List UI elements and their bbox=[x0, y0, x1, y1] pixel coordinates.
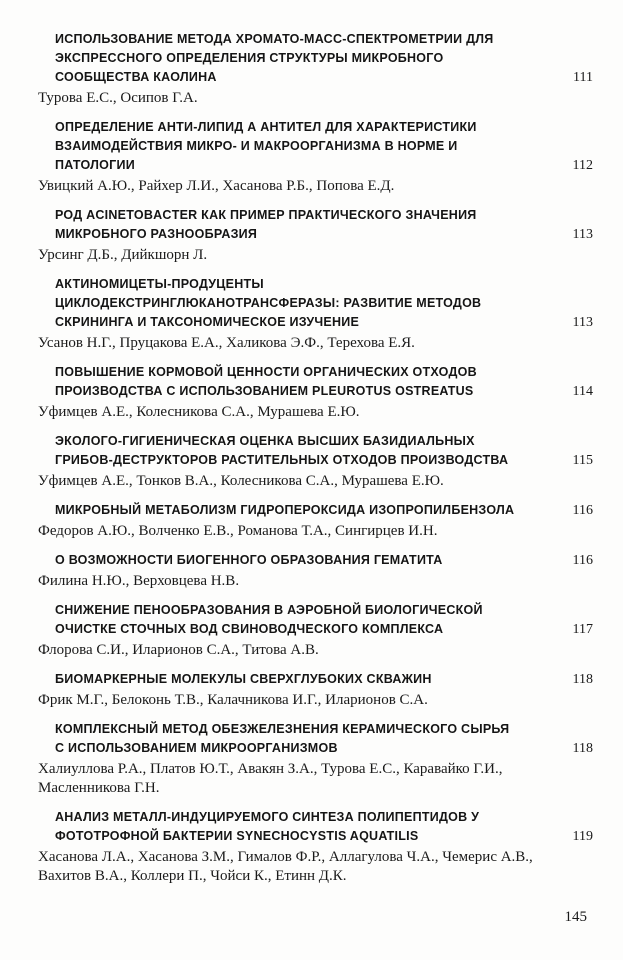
toc-entry bbox=[38, 363, 593, 422]
entry-page-number: 113 bbox=[572, 315, 593, 330]
entry-title: МИКРОБНЫЙ МЕТАБОЛИЗМ ГИДРОПЕРОКСИДА ИЗОПРОПИЛБЕНЗОЛА bbox=[55, 503, 515, 517]
entry-authors: Халиуллова Р.А., Платов Ю.Т., Авакян З.А., Турова Е.С., Каравайко Г.И., Масленникова Г.Н. bbox=[38, 761, 503, 796]
entry-head bbox=[38, 601, 593, 639]
entry-head bbox=[38, 501, 593, 520]
toc-entry bbox=[38, 501, 593, 541]
entry-authors: Хасанова Л.А., Хасанова З.М., Гималов Ф.Р., Аллагулова Ч.А., Чемерис А.В., Вахитов В.А., Коллери П., Чойси К., Етинн Д.К. bbox=[38, 849, 533, 884]
entry-title: РОД ACINETOBACTER КАК ПРИМЕР ПРАКТИЧЕСКОГО ЗНАЧЕНИЯ МИКРОБНОГО РАЗНООБРАЗИЯ bbox=[55, 208, 477, 241]
entry-authors: Федоров А.Ю., Волченко Е.В., Романова Т.А., Сингирцев И.Н. bbox=[38, 523, 438, 539]
entry-authors: Увицкий А.Ю., Райхер Л.И., Хасанова Р.Б., Попова Е.Д. bbox=[38, 178, 395, 194]
entry-page-number: 111 bbox=[573, 70, 593, 85]
entry-page-number: 117 bbox=[572, 622, 593, 637]
entry-title: СНИЖЕНИЕ ПЕНООБРАЗОВАНИЯ В АЭРОБНОЙ БИОЛОГИЧЕСКОЙ ОЧИСТКЕ СТОЧНЫХ ВОД СВИНОВОДЧЕСКОГО КОМПЛЕКСА bbox=[55, 603, 483, 636]
entry-page-number: 115 bbox=[572, 453, 593, 468]
entry-page-number: 119 bbox=[572, 829, 593, 844]
entry-title: АКТИНОМИЦЕТЫ-ПРОДУЦЕНТЫ ЦИКЛОДЕКСТРИНГЛЮКАНОТРАНСФЕРАЗЫ: РАЗВИТИЕ МЕТОДОВ СКРИНИНГА И ТАКСОНОМИЧЕСКОЕ ИЗУЧЕНИЕ bbox=[55, 277, 482, 329]
toc-entry bbox=[38, 670, 593, 710]
entry-title: БИОМАРКЕРНЫЕ МОЛЕКУЛЫ СВЕРХГЛУБОКИХ СКВАЖИН bbox=[55, 672, 432, 686]
entry-title: ПОВЫШЕНИЕ КОРМОВОЙ ЦЕННОСТИ ОРГАНИЧЕСКИХ ОТХОДОВ ПРОИЗВОДСТВА С ИСПОЛЬЗОВАНИЕМ PLEUROTUS OSTREATUS bbox=[55, 365, 477, 398]
entry-page-number: 118 bbox=[572, 741, 593, 756]
toc-entry bbox=[38, 551, 593, 591]
entry-head bbox=[38, 670, 593, 689]
toc-entry bbox=[38, 206, 593, 265]
toc-entry bbox=[38, 118, 593, 196]
entry-head bbox=[38, 720, 593, 758]
toc-entry bbox=[38, 432, 593, 491]
entry-authors: Урсинг Д.Б., Дийкшорн Л. bbox=[38, 247, 208, 263]
entry-head bbox=[38, 551, 593, 570]
entry-page-number: 118 bbox=[572, 672, 593, 687]
entry-head bbox=[38, 275, 593, 332]
entry-authors: Флорова С.И., Иларионов С.А., Титова А.В. bbox=[38, 642, 319, 658]
entry-title: О ВОЗМОЖНОСТИ БИОГЕННОГО ОБРАЗОВАНИЯ ГЕМАТИТА bbox=[55, 553, 443, 567]
entry-page-number: 114 bbox=[572, 384, 593, 399]
entry-authors: Уфимцев А.Е., Тонков В.А., Колесникова С.А., Мурашева Е.Ю. bbox=[38, 473, 444, 489]
entry-authors: Фрик М.Г., Белоконь Т.В., Калачникова И.Г., Иларионов С.А. bbox=[38, 692, 428, 708]
toc-entry bbox=[38, 275, 593, 353]
toc-entry bbox=[38, 720, 593, 798]
entry-authors: Филина Н.Ю., Верховцева Н.В. bbox=[38, 573, 240, 589]
entry-head bbox=[38, 363, 593, 401]
entry-authors: Усанов Н.Г., Пруцакова Е.А., Халикова Э.Ф., Терехова Е.Я. bbox=[38, 335, 415, 351]
entry-title: ЭКОЛОГО-ГИГИЕНИЧЕСКАЯ ОЦЕНКА ВЫСШИХ БАЗИДИАЛЬНЫХ ГРИБОВ-ДЕСТРУКТОРОВ РАСТИТЕЛЬНЫХ ОТХОДОВ ПРОИЗВОДСТВА bbox=[55, 434, 509, 467]
entry-head bbox=[38, 808, 593, 846]
entry-page-number: 113 bbox=[572, 227, 593, 242]
entry-authors: Турова Е.С., Осипов Г.А. bbox=[38, 90, 198, 106]
entry-title: ОПРЕДЕЛЕНИЕ АНТИ-ЛИПИД А АНТИТЕЛ ДЛЯ ХАРАКТЕРИСТИКИ ВЗАИМОДЕЙСТВИЯ МИКРО- И МАКРООРГАНИЗМА В НОРМЕ И ПАТОЛОГИИ bbox=[55, 120, 477, 172]
entry-title: ИСПОЛЬЗОВАНИЕ МЕТОДА ХРОМАТО-МАСС-СПЕКТРОМЕТРИИ ДЛЯ ЭКСПРЕССНОГО ОПРЕДЕЛЕНИЯ СТРУКТУРЫ МИКРОБНОГО СООБЩЕСТВА КАОЛИНА bbox=[55, 32, 494, 84]
entry-head bbox=[38, 206, 593, 244]
entry-head bbox=[38, 118, 593, 175]
toc-entry bbox=[38, 30, 593, 108]
entry-page-number: 112 bbox=[572, 158, 593, 173]
entry-title: АНАЛИЗ МЕТАЛЛ-ИНДУЦИРУЕМОГО СИНТЕЗА ПОЛИПЕПТИДОВ У ФОТОТРОФНОЙ БАКТЕРИИ SYNECHOCYSTIS AQUATILIS bbox=[55, 810, 480, 843]
entry-head bbox=[38, 30, 593, 87]
entry-page-number: 116 bbox=[572, 503, 593, 518]
entry-head bbox=[38, 432, 593, 470]
entry-title: КОМПЛЕКСНЫЙ МЕТОД ОБЕЗЖЕЛЕЗНЕНИЯ КЕРАМИЧЕСКОГО СЫРЬЯ С ИСПОЛЬЗОВАНИЕМ МИКРООРГАНИЗМОВ bbox=[55, 722, 510, 755]
page-number: 145 bbox=[564, 909, 587, 925]
entry-page-number: 116 bbox=[572, 553, 593, 568]
toc-entry bbox=[38, 808, 593, 886]
entry-authors: Уфимцев А.Е., Колесникова С.А., Мурашева Е.Ю. bbox=[38, 404, 360, 420]
toc-entry bbox=[38, 601, 593, 660]
